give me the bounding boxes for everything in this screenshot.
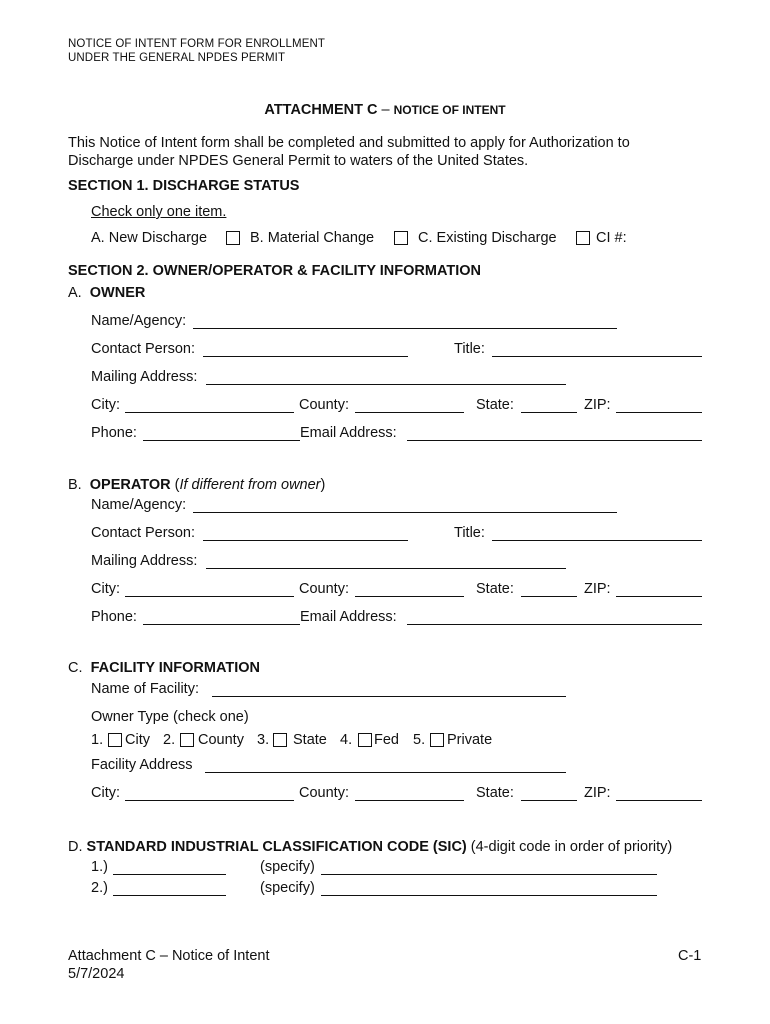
- operator-heading: B. OPERATOR (If different from owner): [68, 477, 326, 493]
- footer-page-number: C-1: [678, 948, 702, 964]
- owner-county-label: County:: [299, 397, 349, 413]
- owner-zip-field[interactable]: [616, 412, 702, 413]
- section2-heading: SECTION 2. OWNER/OPERATOR & FACILITY INFORMATION: [68, 263, 481, 279]
- operator-phone-label: Phone:: [91, 609, 137, 625]
- owner-state-field[interactable]: [521, 412, 577, 413]
- owner-type-county-checkbox[interactable]: [180, 733, 194, 747]
- title-dash: –: [377, 102, 394, 118]
- owner-type-fed-label: Fed: [374, 732, 399, 748]
- facility-county-label: County:: [299, 785, 349, 801]
- owner-mailing-address-field[interactable]: [206, 384, 566, 385]
- footer-title: Attachment C – Notice of Intent: [68, 948, 270, 964]
- facility-letter: C.: [68, 660, 83, 676]
- intro-line1: This Notice of Intent form shall be completed and submitted to apply for Authorization to: [68, 135, 630, 151]
- option-material-change-label: B. Material Change: [250, 230, 375, 246]
- facility-zip-label: ZIP:: [584, 785, 611, 801]
- operator-city-label: City:: [91, 581, 120, 597]
- option-existing-discharge-checkbox[interactable]: [576, 231, 590, 245]
- owner-title: OWNER: [89, 285, 146, 301]
- option-ci-label: CI #:: [596, 230, 627, 246]
- owner-type-2-num: 2.: [163, 732, 176, 748]
- owner-type-private-checkbox[interactable]: [430, 733, 444, 747]
- operator-name-agency-field[interactable]: [193, 512, 617, 513]
- owner-contact-person-label: Contact Person:: [91, 341, 195, 357]
- operator-contact-person-field[interactable]: [203, 540, 408, 541]
- owner-type-state-label: State: [293, 732, 327, 748]
- operator-city-field[interactable]: [125, 596, 294, 597]
- section1-heading: SECTION 1. DISCHARGE STATUS: [68, 178, 300, 194]
- facility-name-label: Name of Facility:: [91, 681, 199, 697]
- owner-mailing-address-label: Mailing Address:: [91, 369, 198, 385]
- owner-zip-label: ZIP:: [584, 397, 611, 413]
- owner-type-fed-checkbox[interactable]: [358, 733, 372, 747]
- facility-title: FACILITY INFORMATION: [90, 660, 260, 676]
- owner-phone-field[interactable]: [143, 440, 300, 441]
- owner-type-3-num: 3.: [257, 732, 270, 748]
- owner-name-agency-label: Name/Agency:: [91, 313, 187, 329]
- footer-date: 5/7/2024: [68, 966, 125, 982]
- operator-zip-field[interactable]: [616, 596, 702, 597]
- form-header-line2: UNDER THE GENERAL NPDES PERMIT: [68, 52, 286, 64]
- facility-address-field[interactable]: [205, 772, 566, 773]
- operator-county-field[interactable]: [355, 596, 464, 597]
- sic-row-1-specify: (specify): [260, 859, 315, 875]
- owner-type-private-label: Private: [447, 732, 493, 748]
- operator-email-label: Email Address:: [300, 609, 397, 625]
- sic-code-1-field[interactable]: [113, 874, 226, 875]
- operator-contact-person-label: Contact Person:: [91, 525, 195, 541]
- operator-mailing-address-label: Mailing Address:: [91, 553, 198, 569]
- operator-phone-field[interactable]: [143, 624, 300, 625]
- owner-email-label: Email Address:: [300, 425, 397, 441]
- sic-note: (4-digit code in order of priority): [470, 839, 673, 855]
- sic-heading: [68, 839, 672, 855]
- owner-type-county-label: County: [198, 732, 244, 748]
- owner-phone-label: Phone:: [91, 425, 137, 441]
- option-new-discharge-checkbox[interactable]: [226, 231, 240, 245]
- sic-row-2-specify: (specify): [260, 880, 315, 896]
- sic-letter: D.: [68, 839, 83, 855]
- sic-code-2-field[interactable]: [113, 895, 226, 896]
- owner-type-label: Owner Type (check one): [91, 709, 249, 725]
- facility-heading: [68, 660, 260, 676]
- facility-county-field[interactable]: [355, 800, 464, 801]
- operator-state-field[interactable]: [521, 596, 577, 597]
- intro-line2: Discharge under NPDES General Permit to waters of the United States.: [68, 153, 529, 169]
- operator-letter: B.: [68, 477, 82, 493]
- facility-state-field[interactable]: [521, 800, 577, 801]
- owner-email-field[interactable]: [407, 440, 702, 441]
- operator-name-agency-label: Name/Agency:: [91, 497, 187, 513]
- owner-title-label: Title:: [454, 341, 485, 357]
- owner-contact-person-field[interactable]: [203, 356, 408, 357]
- facility-name-field[interactable]: [212, 696, 566, 697]
- operator-note: If different from owner: [179, 477, 321, 493]
- owner-county-field[interactable]: [355, 412, 464, 413]
- operator-title-field[interactable]: [492, 540, 702, 541]
- sic-row-1-num: 1.): [91, 859, 108, 875]
- owner-type-city-label: City: [125, 732, 150, 748]
- sic-specify-1-field[interactable]: [321, 874, 657, 875]
- operator-county-label: County:: [299, 581, 349, 597]
- operator-mailing-address-field[interactable]: [206, 568, 566, 569]
- facility-city-field[interactable]: [125, 800, 294, 801]
- owner-title-field[interactable]: [492, 356, 702, 357]
- owner-type-4-num: 4.: [340, 732, 353, 748]
- sic-title: STANDARD INDUSTRIAL CLASSIFICATION CODE (SIC): [86, 839, 467, 855]
- owner-heading: [68, 285, 145, 301]
- owner-type-5-num: 5.: [413, 732, 426, 748]
- operator-title: OPERATOR: [89, 477, 171, 493]
- page-title: [0, 101, 770, 119]
- owner-letter: A.: [68, 285, 82, 301]
- sic-specify-2-field[interactable]: [321, 895, 657, 896]
- owner-city-label: City:: [91, 397, 120, 413]
- owner-name-agency-field[interactable]: [193, 328, 617, 329]
- facility-address-label: Facility Address: [91, 757, 193, 773]
- owner-type-city-checkbox[interactable]: [108, 733, 122, 747]
- form-header-line1: NOTICE OF INTENT FORM FOR ENROLLMENT: [68, 38, 326, 50]
- sic-row-2-num: 2.): [91, 880, 108, 896]
- operator-state-label: State:: [476, 581, 514, 597]
- title-main: ATTACHMENT C: [264, 102, 378, 118]
- title-sub: NOTICE OF INTENT: [393, 103, 506, 117]
- facility-city-label: City:: [91, 785, 120, 801]
- owner-city-field[interactable]: [125, 412, 294, 413]
- option-existing-discharge-label: C. Existing Discharge: [418, 230, 557, 246]
- operator-zip-label: ZIP:: [584, 581, 611, 597]
- facility-state-label: State:: [476, 785, 514, 801]
- option-new-discharge-label: A. New Discharge: [91, 230, 208, 246]
- operator-title-label: Title:: [454, 525, 485, 541]
- operator-email-field[interactable]: [407, 624, 702, 625]
- owner-state-label: State:: [476, 397, 514, 413]
- facility-zip-field[interactable]: [616, 800, 702, 801]
- owner-type-state-checkbox[interactable]: [273, 733, 287, 747]
- section1-instruction: Check only one item.: [91, 204, 227, 220]
- owner-type-1-num: 1.: [91, 732, 104, 748]
- option-material-change-checkbox[interactable]: [394, 231, 408, 245]
